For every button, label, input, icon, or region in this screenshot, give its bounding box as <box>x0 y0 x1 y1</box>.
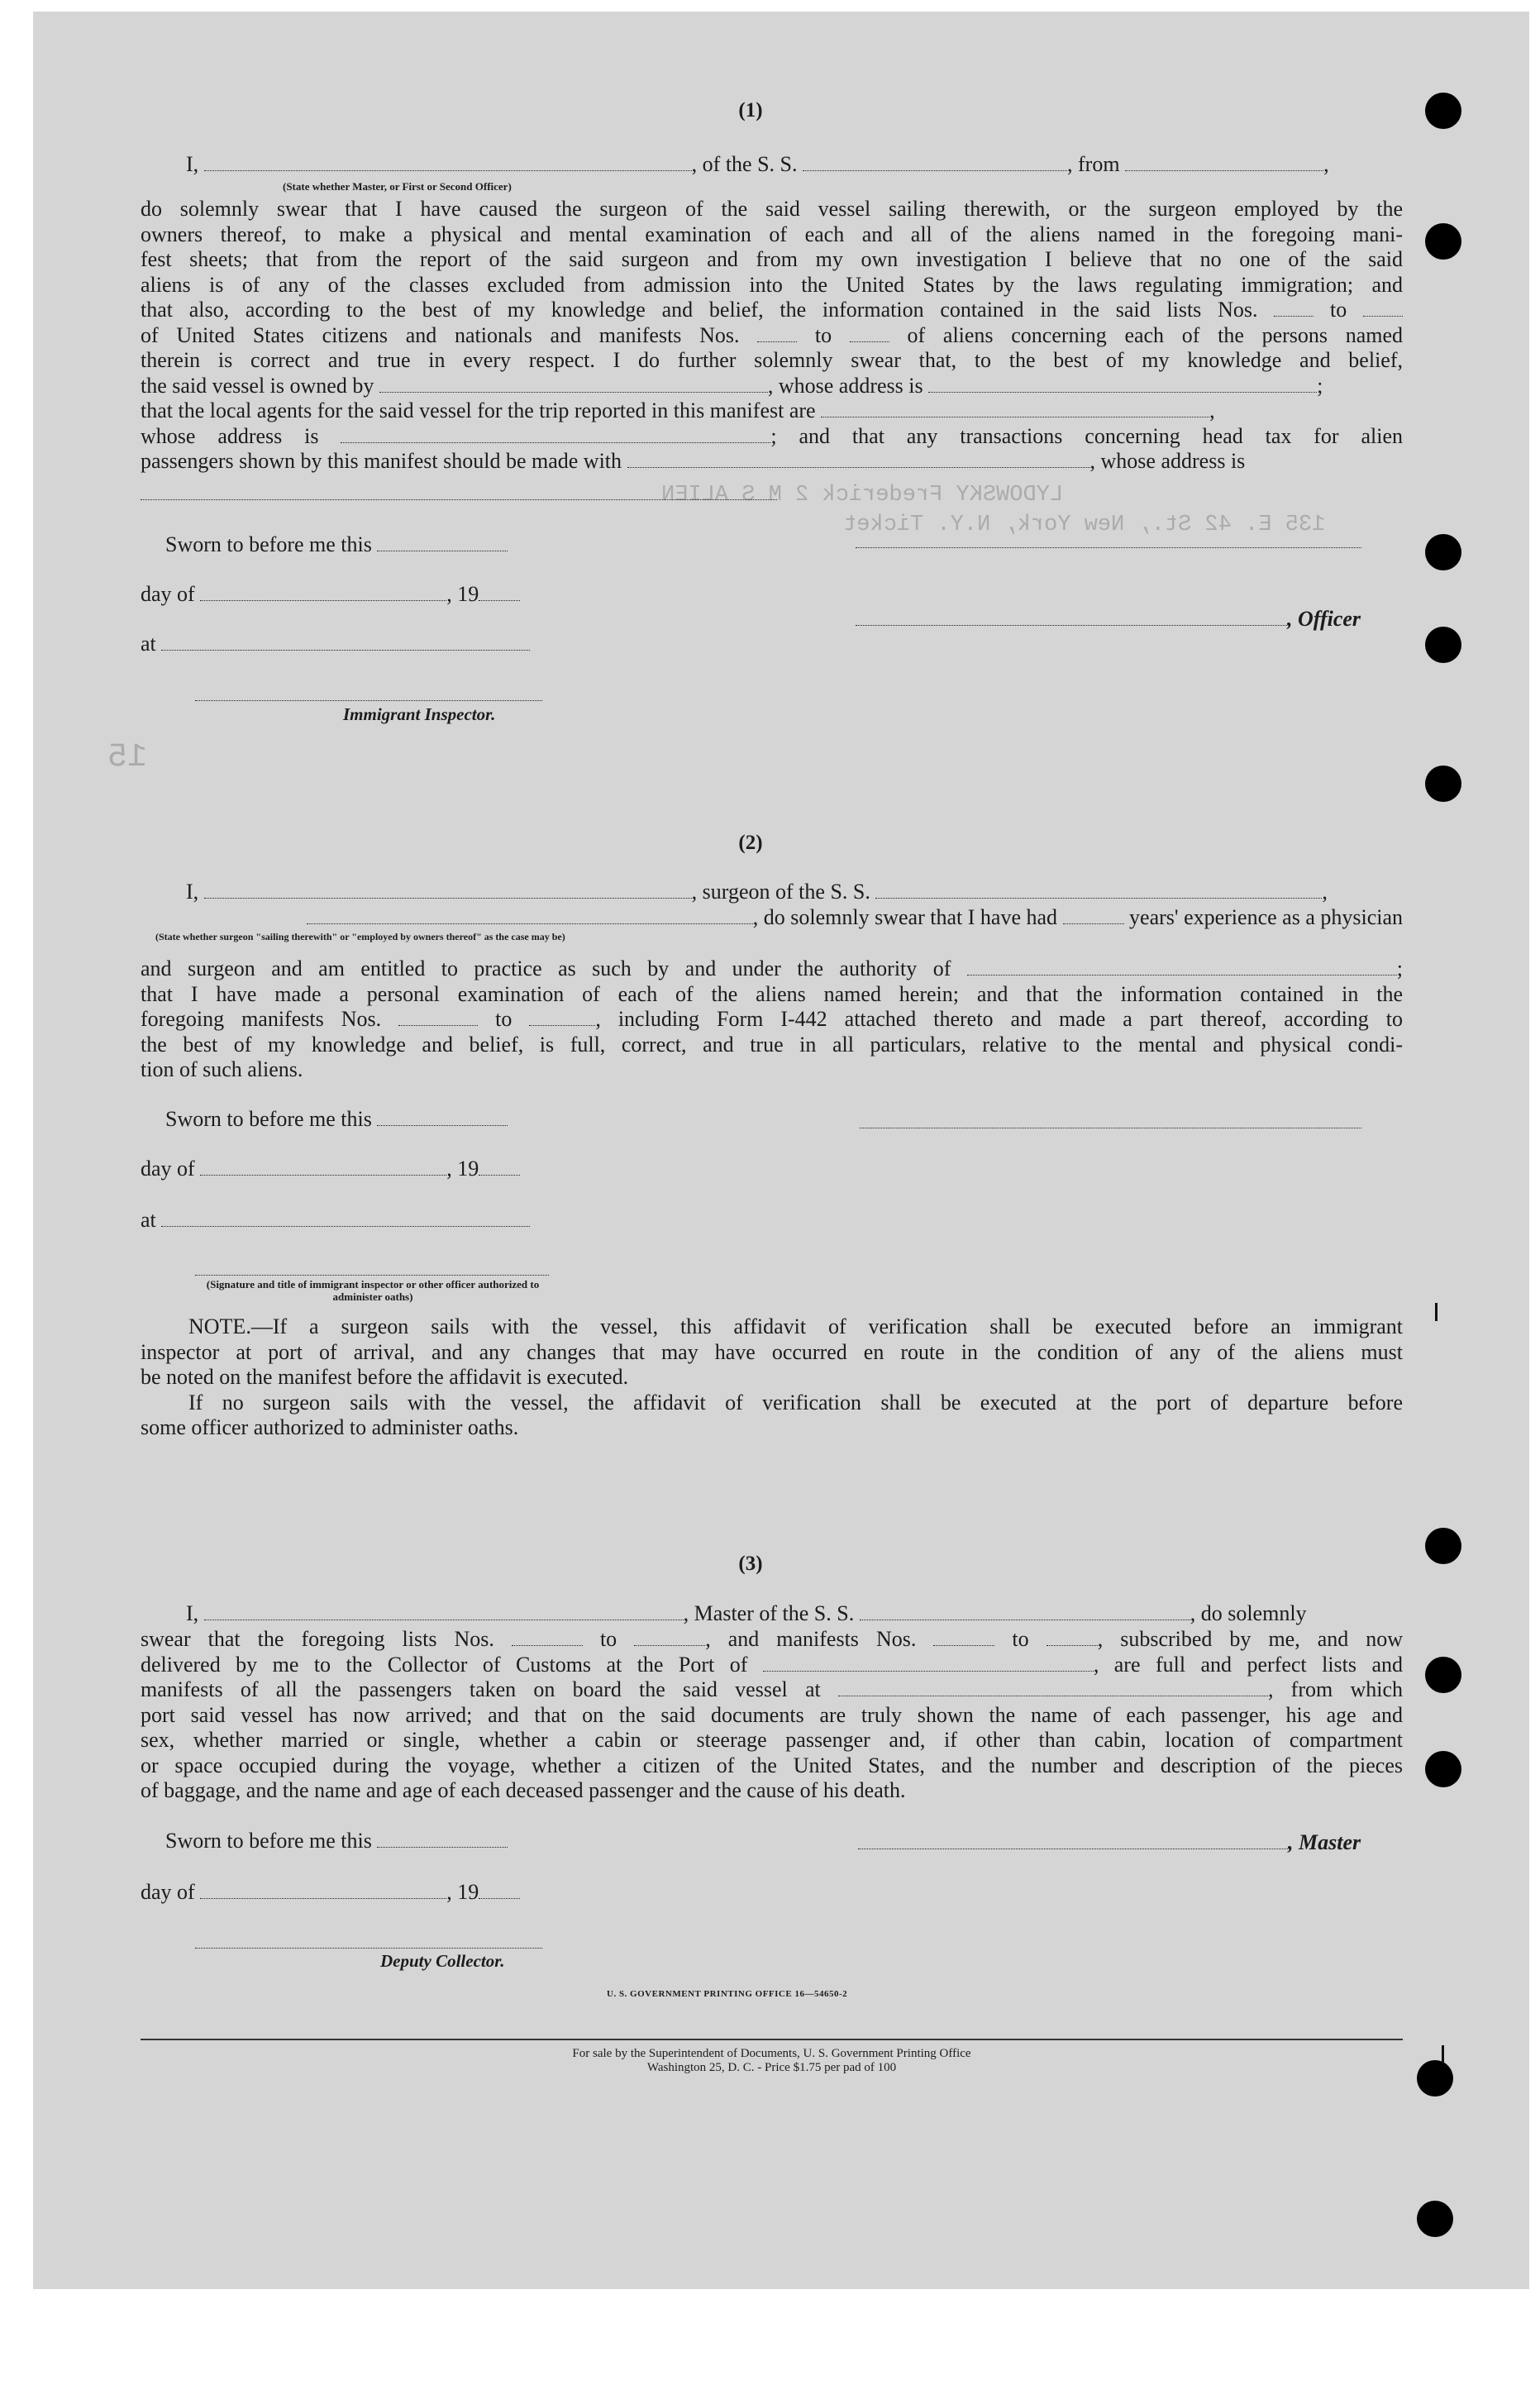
agents-address-field[interactable] <box>341 424 770 443</box>
text: years' experience as a physician <box>1129 905 1403 929</box>
text: Sworn to before me this <box>165 532 372 556</box>
sworn-day-field[interactable] <box>377 532 508 551</box>
sworn-day-field[interactable] <box>377 1107 508 1126</box>
month-field[interactable] <box>200 1157 446 1176</box>
body-line: fest sheets; that from the report of the said surgeon and from my own investigation I believe that no one of the said <box>141 247 1403 271</box>
text: of aliens concerning each of the persons named <box>907 322 1404 347</box>
text: whose address is <box>141 423 319 448</box>
head-tax-party-field[interactable] <box>627 449 1090 468</box>
note-line: be noted on the manifest before the affidavit is executed. <box>141 1365 629 1389</box>
section1-body <box>141 197 1403 475</box>
text: that the local agents for the said vessel for the trip reported in this manifest are <box>141 398 816 422</box>
master-name-field[interactable] <box>204 1601 684 1620</box>
owner-address-field[interactable] <box>928 374 1317 393</box>
manifest-from-field[interactable] <box>398 1007 478 1026</box>
note-line: inspector at port of arrival, and any changes that may have occurred en route in the condition of any of the aliens must <box>141 1339 1403 1364</box>
body-line <box>141 1677 1403 1703</box>
surgeon-note: (State whether surgeon "sailing therewith" or "employed by owners thereof" as the case may be) <box>155 931 565 942</box>
text: Sworn to before me this <box>165 1107 372 1131</box>
section3-opening-line <box>186 1601 1403 1627</box>
section3-body <box>141 1627 1403 1804</box>
body-line: therein is correct and true in every respect. I do further solemnly swear that, to the best of my knowledge and belief, <box>141 348 1403 372</box>
text: , Master <box>1288 1830 1361 1854</box>
body-line: do solemnly swear that I have caused the surgeon of the said vessel sailing therewith, or the surgeon employed by the <box>141 197 1403 221</box>
text: day of <box>141 582 195 606</box>
year-field[interactable] <box>479 1880 520 1899</box>
punch-hole <box>1425 534 1461 570</box>
text: of United States citizens and nationals and manifests Nos. <box>141 322 740 347</box>
body-line: of baggage, and the name and age of each deceased passenger and the cause of his death. <box>141 1778 906 1802</box>
at-line <box>141 1208 530 1233</box>
section2-second-line <box>141 905 1403 931</box>
address-continuation-line-right[interactable] <box>856 547 1361 548</box>
body-line: tion of such aliens. <box>141 1057 303 1081</box>
text: , 19 <box>446 1880 479 1904</box>
master-vessel-field[interactable] <box>860 1601 1190 1620</box>
collector-caption: Deputy Collector. <box>380 1951 505 1971</box>
footer-line: Washington 25, D. C. - Price $1.75 per pad of 100 <box>646 2061 897 2074</box>
text: , and manifests Nos. <box>705 1627 917 1651</box>
text: day of <box>141 1880 195 1904</box>
text: , do solemnly swear that I have had <box>752 905 1058 929</box>
body-line: aliens is of any of the classes excluded from admission into the United States by the laws regulating immigration; and <box>141 272 1403 297</box>
manifests-to-field[interactable] <box>850 323 889 342</box>
note-line: NOTE.—If a surgeon sails with the vessel, this affidavit of verification shall be executed before an immigrant <box>188 1314 1403 1338</box>
body-line: port said vessel has now arrived; and that on the said documents are truly shown the name of each passenger, his age and <box>141 1702 1403 1727</box>
section3-heading: (3) <box>738 1553 763 1575</box>
day-of-line <box>141 582 520 608</box>
officer-signature <box>856 607 1361 632</box>
day-of-line <box>141 1880 520 1906</box>
text: to <box>495 1007 513 1031</box>
body-line: that the local agents for the said vessel for the trip reported in this manifest are , <box>141 398 1215 422</box>
bleed-through-number: 15 <box>107 739 148 776</box>
inspector-signature-line[interactable] <box>195 700 542 701</box>
officer-signature-field[interactable] <box>856 607 1287 626</box>
text: , Officer <box>1287 607 1361 631</box>
signature-note: (Signature and title of immigrant inspector or other officer authorized to administer oaths) <box>206 1278 540 1303</box>
footer <box>141 2047 1403 2075</box>
text: delivered by me to the Collector of Customs at the Port of <box>141 1652 748 1677</box>
punch-hole <box>1425 1657 1461 1693</box>
body-line: the best of my knowledge and belief, is full, correct, and true in all particulars, relative to the mental and physical condi- <box>141 1032 1403 1057</box>
owner-field[interactable] <box>379 374 768 393</box>
text: and surgeon and am entitled to practice as such by and under the authority of <box>141 956 951 980</box>
body-line: sex, whether married or single, whether a cabin or steerage passenger and, if other than cabin, location of compartment <box>141 1728 1403 1752</box>
sworn-line <box>165 532 508 558</box>
body-line: that I have made a personal examination of each of the aliens named herein; and that the information contained in the <box>141 981 1403 1006</box>
bleed-through-stamp: 135 E. 42 St., New York, N.Y. Ticket <box>843 513 1326 537</box>
footer-line: For sale by the Superintendent of Documents, U. S. Government Printing Office <box>572 2047 971 2060</box>
month-field[interactable] <box>200 582 446 601</box>
master-signature <box>858 1830 1361 1856</box>
text: the said vessel is owned by <box>141 373 374 398</box>
punch-hole <box>1425 766 1461 802</box>
text: , subscribed by me, and now <box>1097 1627 1404 1651</box>
day-of-line <box>141 1157 520 1182</box>
text: manifests of all the passengers taken on board the said vessel at <box>141 1677 821 1701</box>
lists-to-field[interactable] <box>1363 298 1403 317</box>
manifests-from-field[interactable] <box>933 1627 994 1646</box>
manifests-from-field[interactable] <box>757 323 797 342</box>
year-field[interactable] <box>479 1157 520 1176</box>
address-continuation-line[interactable] <box>141 499 777 500</box>
text: , whose address is <box>767 373 923 398</box>
lists-to-field[interactable] <box>634 1627 705 1646</box>
manifest-to-field[interactable] <box>529 1007 595 1026</box>
surgeon-name-field[interactable] <box>204 880 692 899</box>
section2-opening-line: I, , surgeon of the S. S. , <box>186 880 1328 904</box>
punch-hole <box>1425 223 1461 260</box>
text: , Master of the S. S. <box>683 1601 855 1625</box>
body-line <box>141 323 1403 349</box>
punch-hole <box>1425 1751 1461 1787</box>
from-port-field[interactable] <box>1125 152 1323 171</box>
text: to <box>1012 1627 1029 1651</box>
text: , from which <box>1267 1677 1403 1701</box>
sworn-line <box>165 1107 508 1133</box>
text: day of <box>141 1157 195 1181</box>
body-line <box>141 1627 1403 1653</box>
text: , 19 <box>446 1157 479 1181</box>
section2-body <box>141 956 1403 1083</box>
text: I, <box>186 880 199 904</box>
text: to <box>599 1627 617 1651</box>
master-signature-field[interactable] <box>858 1830 1288 1849</box>
year-field[interactable] <box>479 582 520 601</box>
body-line <box>141 1653 1403 1678</box>
form-sheet <box>33 12 1529 2289</box>
text: to <box>1330 298 1347 322</box>
section1-heading: (1) <box>738 99 763 122</box>
authority-field[interactable] <box>967 956 1397 976</box>
body-line: the said vessel is owned by , whose address is ; <box>141 373 1323 398</box>
text: at <box>141 632 156 656</box>
month-field[interactable] <box>200 1880 446 1899</box>
vessel-name-field[interactable] <box>803 152 1067 171</box>
footer-rule <box>141 2039 1403 2040</box>
text: , surgeon of the S. S. <box>691 880 870 904</box>
sworn-line <box>165 1829 508 1854</box>
text: I, <box>186 1601 199 1625</box>
section2-note <box>141 1314 1403 1441</box>
body-line: or space occupied during the voyage, whether a citizen of the United States, and the number and description of the pieces <box>141 1753 1403 1777</box>
text: swear that the foregoing lists Nos. <box>141 1627 494 1651</box>
local-agents-field[interactable] <box>821 398 1209 417</box>
embark-port-field[interactable] <box>838 1677 1268 1696</box>
punch-hole <box>1417 2060 1453 2097</box>
text: , are full and perfect lists and <box>1093 1652 1403 1677</box>
collector-signature-line[interactable] <box>195 1948 542 1949</box>
text: , whose address is <box>1089 449 1246 473</box>
text: to <box>814 322 832 347</box>
note-line: some officer authorized to administer oaths. <box>141 1415 519 1439</box>
officer-name-field[interactable] <box>204 152 692 171</box>
body-line: owners thereof, to make a physical and mental examination of each and all of the aliens named in the foregoing mani- <box>141 222 1403 246</box>
lists-from-field[interactable] <box>1274 298 1314 317</box>
punch-hole <box>1425 93 1461 129</box>
text: that also, according to the best of my knowledge and belief, the information contained in the said lists Nos. <box>141 298 1258 322</box>
surgeon-status-field[interactable] <box>307 905 753 924</box>
place-field[interactable] <box>161 1208 530 1227</box>
text: , from <box>1067 152 1120 176</box>
tick-mark <box>1442 2045 1444 2063</box>
body-line <box>141 424 1403 450</box>
text: ; and that any transactions concerning head tax for alien <box>770 423 1403 448</box>
surgeon-vessel-field[interactable] <box>875 880 1322 899</box>
section2-heading: (2) <box>738 832 763 854</box>
inspector-signature-line[interactable] <box>195 1275 549 1276</box>
body-line <box>141 298 1403 323</box>
manifests-to-field[interactable] <box>1047 1627 1098 1646</box>
lists-from-field[interactable] <box>512 1627 583 1646</box>
body-line: and surgeon and am entitled to practice as such by and under the authority of ; <box>141 956 1404 980</box>
text: passengers shown by this manifest should be made with <box>141 449 622 473</box>
body-line <box>141 1007 1403 1033</box>
text: at <box>141 1208 156 1232</box>
punch-hole <box>1417 2201 1453 2237</box>
text: , do solemnly <box>1190 1601 1307 1625</box>
tick-mark <box>1435 1303 1437 1321</box>
printing-office-line: U. S. GOVERNMENT PRINTING OFFICE 16—54650-2 <box>607 1989 848 1999</box>
text: Sworn to before me this <box>165 1829 372 1853</box>
port-field[interactable] <box>763 1653 1094 1672</box>
bleed-through-stamp: LYDOWSKY Frederick 2 M S ALIEN <box>661 483 1064 508</box>
note-line: If no surgeon sails with the vessel, the affidavit of verification shall be executed at the port of departure before <box>188 1390 1403 1414</box>
at-line <box>141 632 530 657</box>
years-field[interactable] <box>1063 905 1124 924</box>
officer-note: (State whether Master, or First or Second Officer) <box>283 180 512 193</box>
text: , including Form I-442 attached thereto and made a part thereof, according to <box>595 1007 1404 1031</box>
text: , of the S. S. <box>691 152 798 176</box>
body-line <box>141 449 1403 475</box>
text: I, <box>186 152 199 176</box>
punch-hole <box>1425 627 1461 663</box>
place-field[interactable] <box>161 632 530 651</box>
punch-hole <box>1425 1528 1461 1564</box>
text: foregoing manifests Nos. <box>141 1007 382 1031</box>
inspector-caption: Immigrant Inspector. <box>343 704 496 724</box>
text: , 19 <box>446 582 479 606</box>
sworn-day-field[interactable] <box>377 1829 508 1848</box>
section1-opening-line: I, , of the S. S. , from , <box>186 152 1329 176</box>
